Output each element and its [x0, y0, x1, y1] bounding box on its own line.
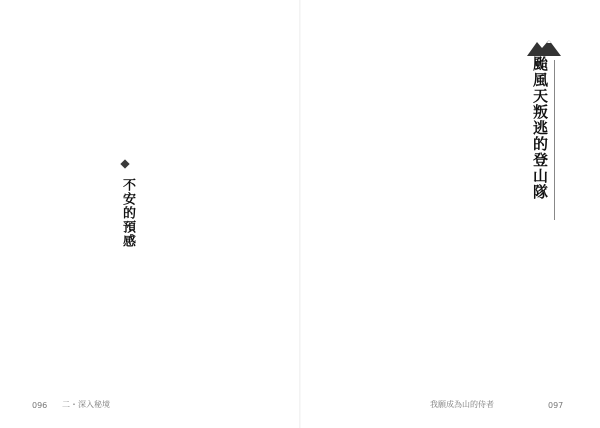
left-running-head: 二・深入秘境 [62, 400, 110, 409]
right-page [300, 0, 600, 428]
right-running-head: 我願成為山的侍者 [430, 400, 494, 409]
mountain-icon [527, 38, 561, 56]
right-page-number: 097 [548, 401, 564, 410]
chapter-title: 颱風天叛逃的登山隊 [531, 56, 549, 200]
left-page-number: 096 [32, 401, 48, 410]
section-marker-icon [120, 159, 129, 168]
title-rule [554, 60, 555, 220]
section-heading: 不安的預感 [120, 178, 135, 248]
